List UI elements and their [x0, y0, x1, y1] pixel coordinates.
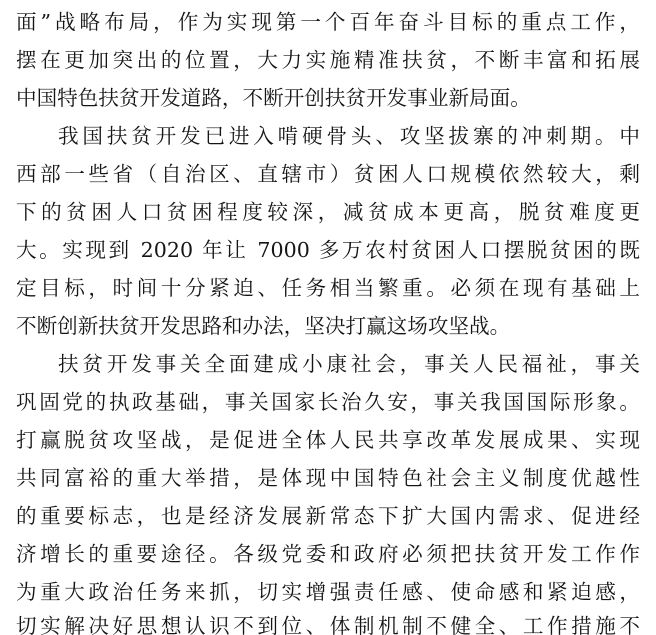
- text-line-2: 摆在更加突出的位置，大力实施精准扶贫，不断丰富和拓展: [16, 48, 640, 72]
- text-line-14: 的重要标志，也是经济发展新常态下扩大国内需求、促进经: [16, 504, 640, 528]
- text-line-12: 打赢脱贫攻坚战，是促进全体人民共享改革发展成果、实现: [16, 428, 640, 452]
- text-line-1: 面”战略布局，作为实现第一个百年奋斗目标的重点工作，: [16, 10, 640, 34]
- text-line-11: 巩固党的执政基础，事关国家长治久安，事关我国国际形象。: [16, 390, 640, 414]
- text-line-17: 切实解决好思想认识不到位、体制机制不健全、工作措施不: [16, 614, 640, 635]
- text-line-13: 共同富裕的重大举措，是体现中国特色社会主义制度优越性: [16, 466, 640, 490]
- text-line-5: 西部一些省（自治区、直辖市）贫困人口规模依然较大，剩: [16, 162, 640, 186]
- text-line-10: 扶贫开发事关全面建成小康社会，事关人民福祉，事关: [58, 352, 640, 376]
- text-line-15: 济增长的重要途径。各级党委和政府必须把扶贫开发工作作: [16, 542, 640, 566]
- text-line-7: 大。实现到 2020 年让 7000 多万农村贫困人口摆脱贫困的既: [16, 238, 640, 262]
- text-line-3: 中国特色扶贫开发道路，不断开创扶贫开发事业新局面。: [16, 86, 531, 110]
- text-line-9: 不断创新扶贫开发思路和办法，坚决打赢这场攻坚战。: [16, 314, 511, 338]
- text-line-4: 我国扶贫开发已进入啃硬骨头、攻坚拔寨的冲刺期。中: [58, 124, 640, 148]
- text-line-16: 为重大政治任务来抓，切实增强责任感、使命感和紧迫感，: [16, 580, 640, 604]
- text-line-8: 定目标，时间十分紧迫、任务相当繁重。必须在现有基础上: [16, 276, 640, 300]
- text-line-6: 下的贫困人口贫困程度较深，减贫成本更高，脱贫难度更: [16, 200, 640, 224]
